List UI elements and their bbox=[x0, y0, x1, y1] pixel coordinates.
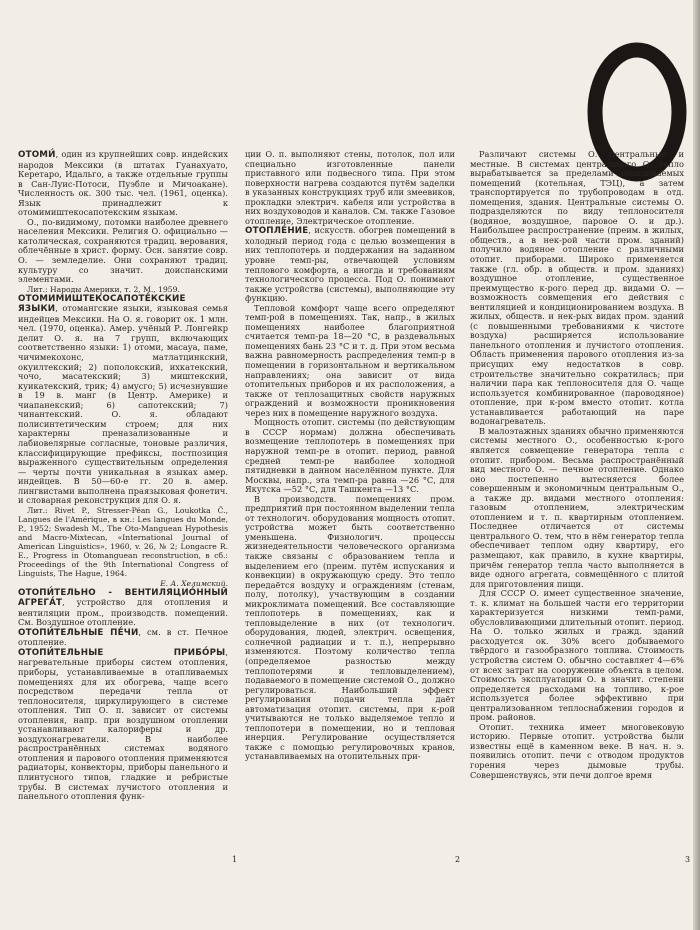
entry-heating-devices-text: , нагревательные приборы систем отопления, приборы, устанавливаемые в отапливаемых помещениях для их обогрева, чаще всего посредством передачи тепла от теплоносителя, циркулирующего в системе отопления. Тип О. п. зависит от системы отопления, напр. при воздушном отоплении устанавливают калориферы и др. воздухонагреватели. В наиболее распространённых системах водяного отопления и парового отопления применяются радиаторы, конвекторы, приборы панельного и плинтусного типов, гладкие и ребристые трубы. В системах лучистого отопления и панельного отопления функ- bbox=[18, 646, 228, 802]
headword-heating-stoves: ОТОПИ́ТЕЛЬНЫЕ ПЕ́ЧИ bbox=[18, 627, 139, 638]
author-signature: Е. А. Хелимский. bbox=[160, 578, 228, 588]
entry-heating-stoves-text: , см. в ст. Печное отопление. bbox=[18, 626, 228, 648]
paragraph: Для СССР О. имеет существенное значение, т. к. климат на большей части его территории характеризуется низкими темп-рами, обусловливающими длительный отопит. период. На О. только жилых и гражд. зданий расходуется ок. 30% всего добываемого твёрдого и газообразного топлива. Стоимость устройства систем О. обычно составляет 4—6% от всех затрат на сооружение объекта в целом. Стоимость эксплуатации О. в значит. степени определяется расходами на топливо, к-рое используется более эффективно при централизованном теплоснабжении городов и пром. районов. bbox=[470, 588, 684, 723]
entry-heating-text: , искусств. обогрев помещений в холодный период года с целью возмещения в них теплопотерь и поддержания на заданном уровне темп-ры, отвечающей условиям теплового комфорта, а иногда и требованиям технологического процесса. Под О. понимают также устройства (системы), выполняющие эту функцию. bbox=[245, 225, 455, 304]
entry-heating-devices bbox=[18, 648, 228, 802]
paragraph: Тепловой комфорт чаще всего определяют темп-рой в помещениях. Так, напр., в жилых помещениях наиболее благоприятной считается темп-ра 18—20 °С, в раздевальных помещениях бань 23 °С и т. д. При этом весьма важна равномерность распределения темп-р в помещении в горизонтальном и вертикальном направлениях; она зависит от вида отопительных приборов и их расположения, а также от теплозащитных свойств наружных ограждений и возможности проникновения через них в помещение наружного воздуха. bbox=[245, 302, 455, 418]
paragraph: В малоэтажных зданиях обычно применяются системы местного О., особенностью к-рого является совмещение генератора тепла с отопит. прибором. Весьма распространённый вид местного О. — печное отопление. Однако оно постепенно вытесняется более совершенным и экономичным центральным О., а также др. видами местного отопления: газовым отоплением, электрическим отоплением и т. п. квартирным отоплением. Последнее отличается от системы центрального О. тем, что в нём генератор тепла обеспечивает теплом одну квартиру, его размещают, как правило, в кухне квартиры, причём генератор тепла часто выполняется в виде одного агрегата, совмещённого с плитой для приготовления пищи. bbox=[470, 425, 684, 589]
paragraph: Мощность отопит. системы (по действующим в СССР нормам) должна обеспечивать возмещение теплопотерь в помещениях при наружной темп-ре в отопит. период, равной средней темп-ре наиболее холодной пятидневки в данном населённом пункте. Для Москвы, напр., эта темп-ра равна —26 °С, для Якутска —52 °С, для Ташкента —13 °С. bbox=[245, 417, 455, 495]
column-1 bbox=[18, 150, 228, 802]
entry-otomi-text: , один из крупнейших совр. индейских народов Мексики (в штатах Гуанахуато, Керетаро, Идальго, а также отдельные группы в Сан-Луис-Потоси, Пуэбле и Мичоакане). Численность ок. 300 тыс. чел. (1961, оценка). Язык принадлежит к отомимиштекосапотекским языкам. bbox=[18, 149, 228, 218]
column-number-2: 2 bbox=[455, 855, 461, 864]
entry-heating-stoves bbox=[18, 628, 228, 648]
entry-otomi bbox=[18, 150, 228, 218]
paragraph: ции О. п. выполняют стены, потолок, пол или специально изготовленные панели приставного или подвесного типа. При этом поверхности нагрева создаются путём заделки в указанных конструкциях труб или змеевиков, прокладки электрич. кабеля или устройства в них воздуховодов и каналов. См. также Газовое отопление, Электрическое отопление. bbox=[245, 149, 455, 226]
entry-heating bbox=[245, 226, 455, 303]
paragraph: Различают системы О. центральные и местные. В системах центрального О. тепло вырабатывается за пределами отапливаемых помещений (котельная, ТЭЦ), а затем транспортируется по трубопроводам в отд. помещения, здания. Центральные системы О. подразделяются по виду теплоносителя (водяное, воздушное, паровое О. и др.). Наибольшее распространение (преим. в жилых, обществ., а в нек-рой части пром. зданий) получило водяное отопление с различными отопит. приборами. Широко применяется также (гл. обр. в обществ. и пром. зданиях) воздушное отопление, существенное преимущество к-рого перед др. видами О. — возможность совмещения его действия с вентиляцией и кондиционированием воздуха. В жилых, обществ. и нек-рых видах пром. зданий (с повышенными требованиями к чистоте воздуха) расширяется использование панельного отопления и лучистого отопления. Область применения парового отопления из-за присущих ему недостатков в совр. строительстве значительно сократилась; при наличии пара как теплоносителя для О. чаще используется комбинированное (пароводяное) отопление, при к-ром вместо отопит. котла устанавливается работающий на паре водонагреватель. bbox=[470, 149, 684, 427]
headword-otomi: ОТОМИ́ bbox=[18, 150, 56, 160]
paragraph: О., по-видимому, потомки наиболее древнего населения Мексики. Религия О. официально — католическая, сохраняются традиц. верования, облечённые в христ. форму. Осн. занятие совр. О. — земледелие. Они сохраняют традиц. культуру со значит. доиспанскими элементами. bbox=[18, 216, 228, 285]
entry-otomimishteko bbox=[18, 294, 228, 506]
paragraph: В производств. помещениях пром. предприятий при постоянном выделении тепла от технологич. оборудования мощность отопит. устройства может быть соответственно уменьшена. Физиологич. процессы жизнедеятельности человеческого организма также связаны с образованием тепла и выделением его (преим. путём испускания и конвекции) в окружающую среду. Это тепло передаётся воздуху и ограждениям (стенам, полу, потолку), участвующим в создании микроклимата помещений. Все составляющие теплопотерь в помещениях, как и тепловыделение в них (от технологич. оборудования, людей, электрич. освещения, солнечной радиации и т. п.), непрерывно изменяются. Поэтому количество тепла (определяемое разностью между теплопотерями и тепловыделением), подаваемого в помещение системой О., должно регулироваться. Наибольший эффект регулирования подачи тепла даёт автоматизация отопит. системы, при к-рой учитываются не только выделяемое тепло и теплопотери в помещении, но и тепловая инерция. Регулирование осуществляется также с помощью регулировочных кранов, устанавливаемых на отопительных при- bbox=[245, 493, 455, 762]
entry-ventilation-unit bbox=[18, 588, 228, 628]
page-edge-shadow bbox=[693, 0, 700, 930]
column-number-3: 3 bbox=[685, 855, 691, 864]
literature-note: Лит.: Народы Америки, т. 2, М., 1959. bbox=[27, 284, 180, 294]
headword-ventilation-unit: ОТОПИ́ТЕЛЬНО - ВЕНТИЛЯЦИО́ННЫЙ АГРЕГА́Т bbox=[18, 587, 228, 609]
headword-heating-devices: ОТОПИ́ТЕЛЬНЫЕ ПРИБО́РЫ bbox=[18, 647, 226, 658]
literature-note: Лит.: Rivet P., Stresser-Péan G., Loukotka Č., Langues de l'Amérique, в кн.: Les langues du Monde, P., 1952; Swadesh M., The Oto-Manguean Hypothesis and Macro-Mixtecan, «International Journal of American Linguistics», 1960, v. 26, № 2; Longacre R. E., Progress in Otomanguean reconstruction, в сб.: Proceedings of the 9th International Congress of Linguists, The Hague, 1964. bbox=[18, 505, 228, 579]
entry-otomimishteko-text: , отомангские языки, языковая семья индейцев Мексики. На О. я. говорит ок. 1 млн. чел. (1970, оценка). Амер. учёный Р. Лонгейкр делит О. я. на 7 групп, включающих соответственно языки: 1) отоми, масауа, паме, чичимекохонс, матлатцинкский, окуилтекский; 2) пополокский, ихкатекский, чочо, масатекский; 3) миштекский, куикатекский, трик; 4) амусго; 5) исчезнувшие в 19 в. манг (в Центр. Америке) и чиапанекский; 6) сапотекский; 7) чинантекский. О. я. обладают полисинтетическим строем; для них характерны преназализованные и лабиовелярные согласные, тоновые различия, классифицирующие префиксы, постпозиция выраженного существительным определения — черты почти уникальная в языках амер. индейцев. В 50—60-е гг. 20 в. амер. лингвистами выполнена праязыковая фонетич. и словарная реконструкция для О. я. bbox=[18, 303, 228, 506]
column-3 bbox=[470, 150, 684, 780]
column-2 bbox=[245, 150, 455, 762]
column-number-1: 1 bbox=[232, 855, 238, 864]
headword-otomimishteko: ОТОМИМИШТЕКОСАПОТЕ́КСКИЕ ЯЗЫКИ bbox=[18, 293, 186, 315]
entry-ventilation-unit-text: , устройство для отопления и вентиляции пром., производств. помещений. См. Воздушное отопление. bbox=[18, 597, 228, 628]
paragraph: Отопит. техника имеет многовековую историю. Первые отопит. устройства были известны ещё в каменном веке. В нач. н. э. появились отопит. печи с отводом продуктов горения через дымовые трубы. Совершенствуясь, эти печи долгое время bbox=[470, 721, 684, 780]
headword-heating: ОТОПЛЕ́НИЕ bbox=[245, 226, 309, 237]
